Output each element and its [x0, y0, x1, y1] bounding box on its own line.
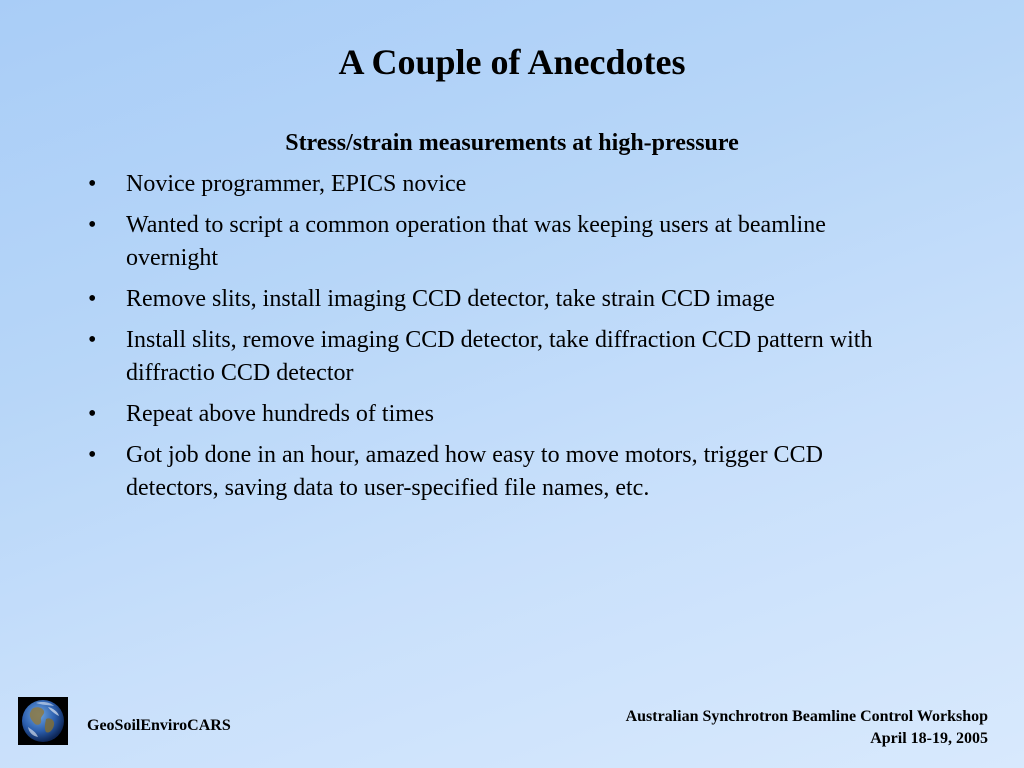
slide-subheading: Stress/strain measurements at high-pressure [285, 130, 739, 156]
bullet-text: Remove slits, install imaging CCD detector, take strain CCD image [126, 286, 775, 312]
bullet-marker: • [88, 327, 97, 353]
bullet-item [88, 168, 908, 201]
bullet-text: Install slits, remove imaging CCD detector, take diffraction CCD pattern with diffractio CCD detector [126, 327, 873, 386]
bullet-marker: • [88, 401, 97, 427]
footer-organization: GeoSoilEnviroCARS [87, 717, 231, 734]
bullet-text: Wanted to script a common operation that was keeping users at beamline overnight [126, 212, 826, 271]
bullet-list [88, 168, 908, 513]
bullet-item [88, 209, 908, 275]
bullet-marker: • [88, 171, 97, 197]
earth-globe-icon [18, 697, 68, 745]
bullet-marker: • [88, 442, 97, 468]
slide-title: A Couple of Anecdotes [338, 42, 686, 82]
bullet-marker: • [88, 286, 97, 312]
bullet-item [88, 439, 908, 505]
bullet-marker: • [88, 212, 97, 238]
bullet-text: Got job done in an hour, amazed how easy to move motors, trigger CCD detectors, saving data to user-specified file names, etc. [126, 442, 823, 501]
bullet-text: Novice programmer, EPICS novice [126, 171, 467, 197]
bullet-item [88, 398, 908, 431]
footer-event-date: April 18-19, 2005 [870, 730, 988, 747]
footer-event-info [626, 706, 988, 750]
bullet-text: Repeat above hundreds of times [126, 401, 434, 427]
bullet-item [88, 283, 908, 316]
bullet-item [88, 324, 908, 390]
footer-event-name: Australian Synchrotron Beamline Control Workshop [625, 708, 988, 725]
